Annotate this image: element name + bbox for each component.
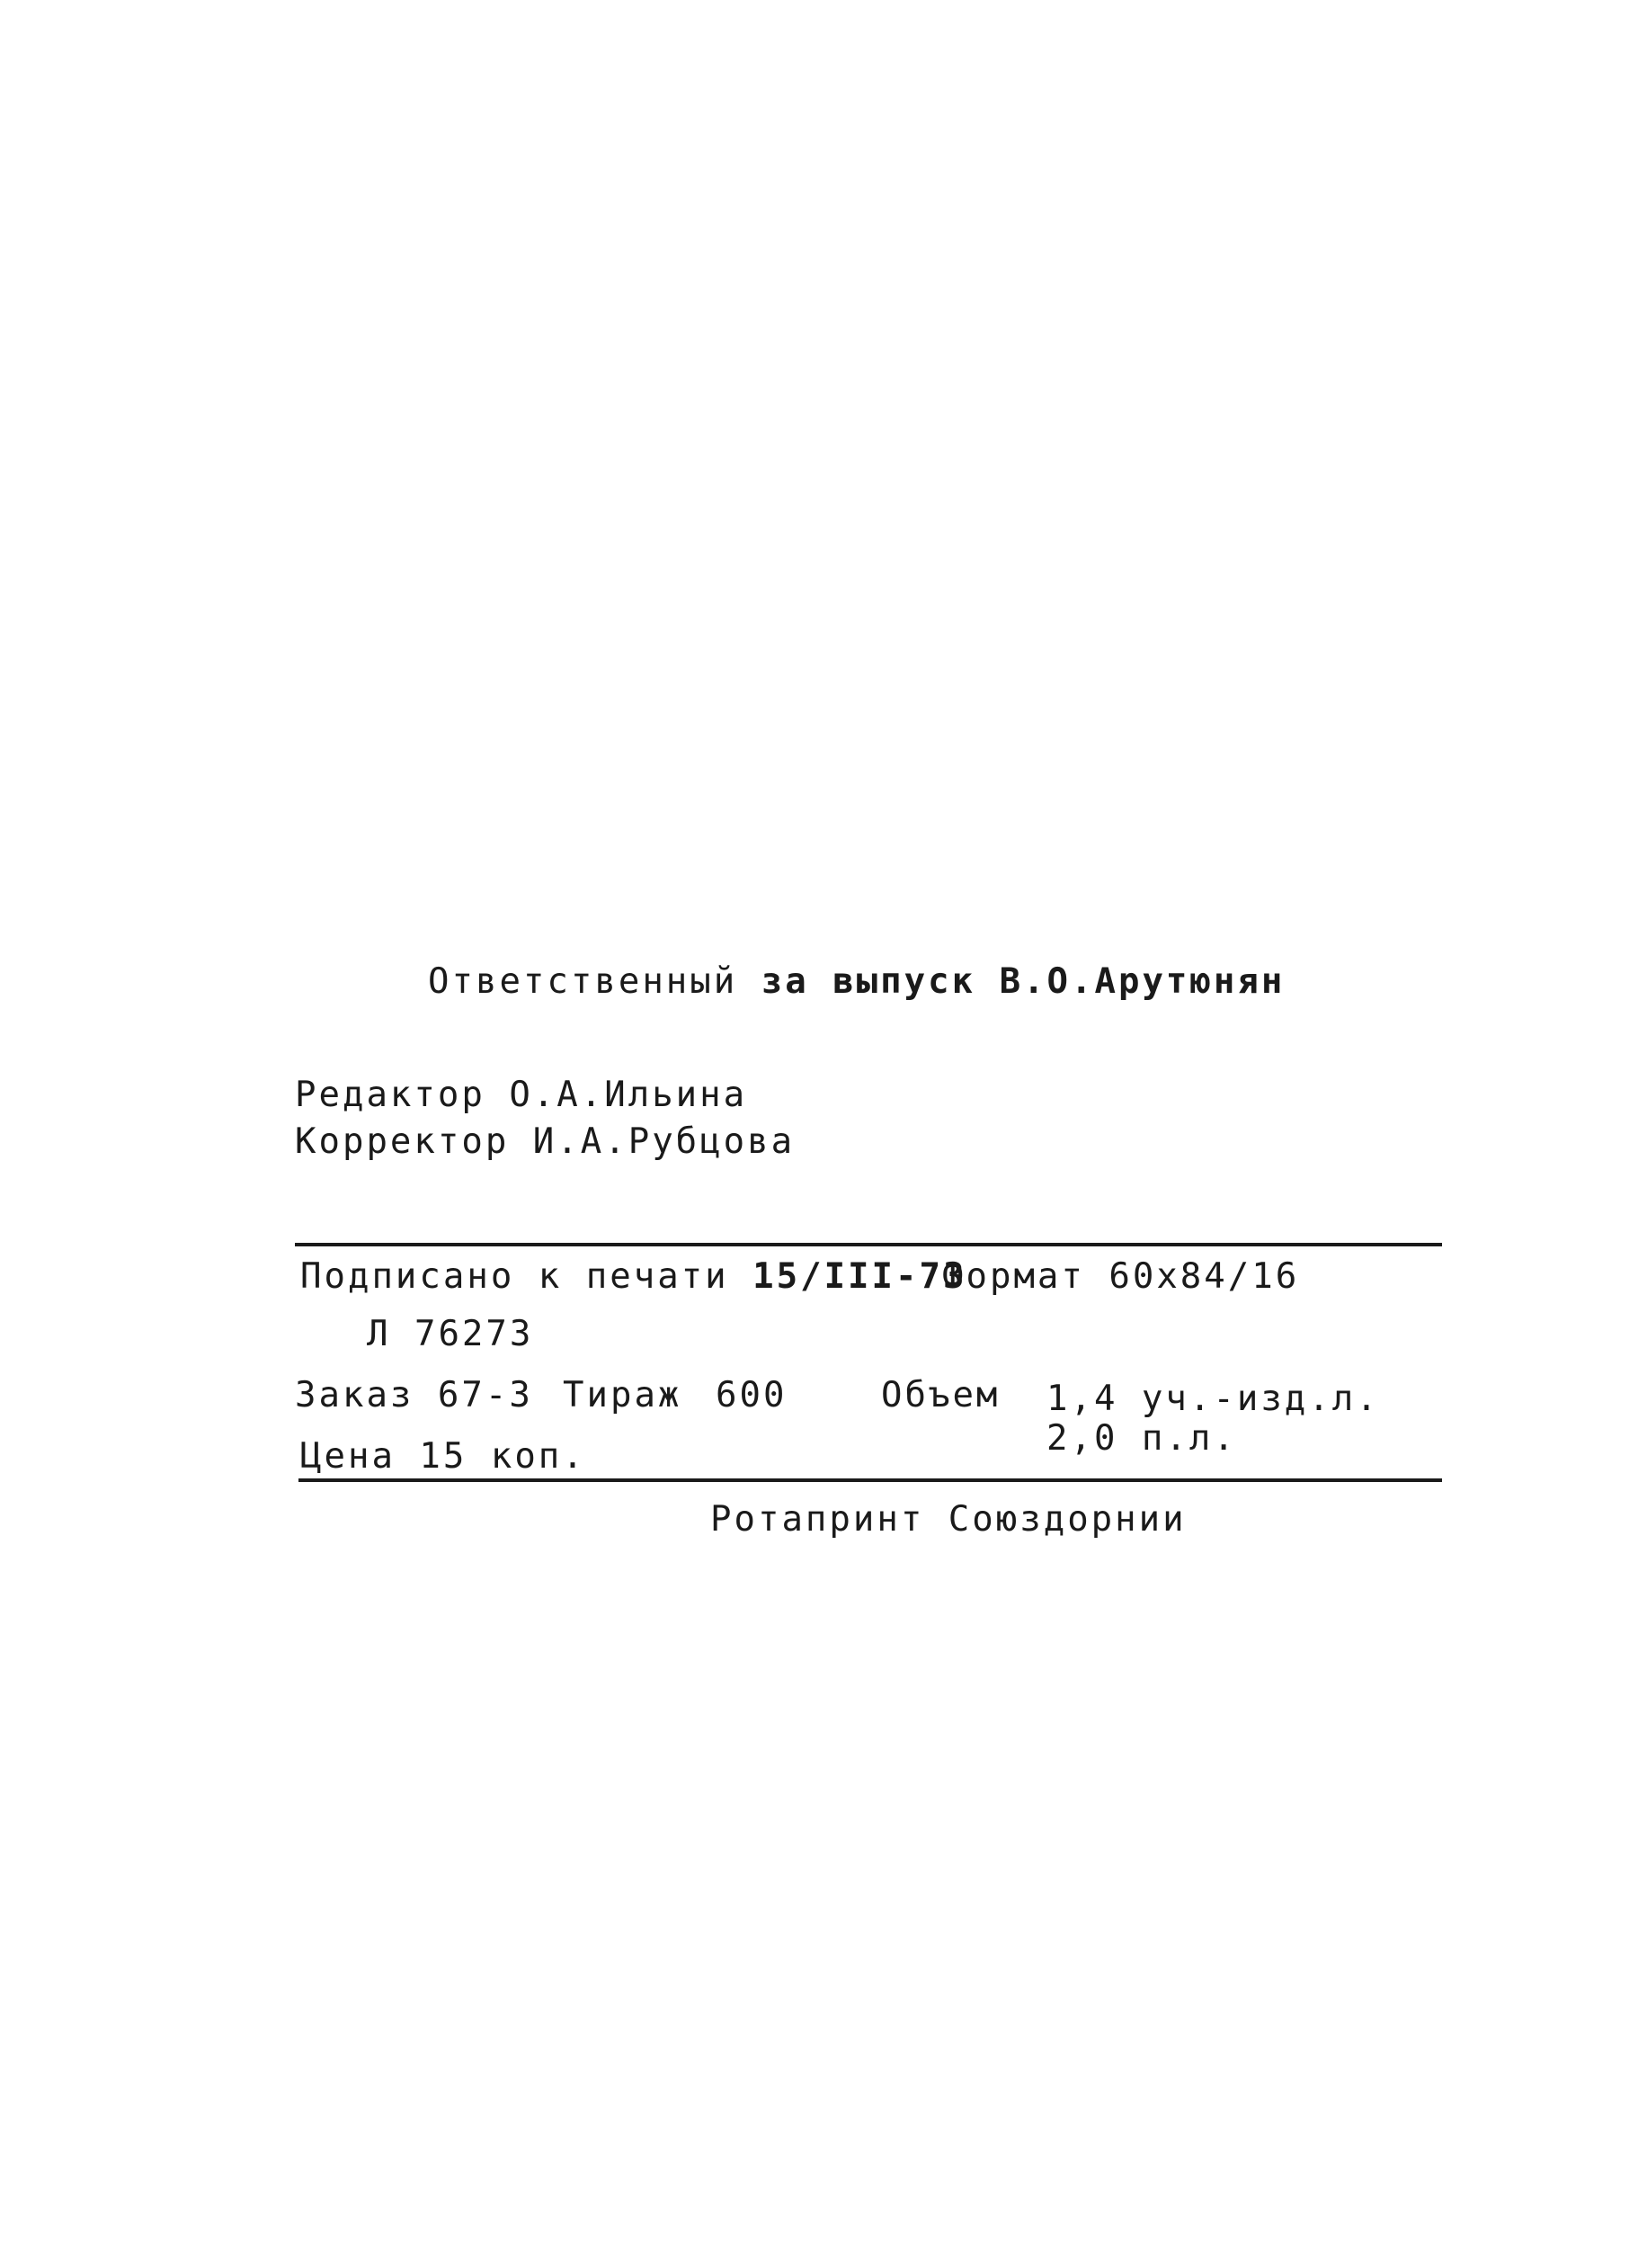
order-line: Заказ 67-3 [295, 1375, 533, 1415]
bottom-rule [298, 1478, 1442, 1482]
volume-print-sheets: 2,0 п.л. [1046, 1418, 1237, 1459]
print-run-label: Тираж [563, 1375, 682, 1415]
signed-line [300, 1256, 967, 1297]
responsible-line [428, 961, 1286, 1002]
printer-line: Ротапринт Союздорнии [710, 1499, 1187, 1540]
volume-edit-sheets: 1,4 уч.-изд.л. [1046, 1379, 1380, 1419]
print-run-value: 600 [716, 1375, 788, 1415]
responsible-mid: за [761, 961, 809, 1002]
signed-label: Подписано к печати [300, 1256, 729, 1297]
volume-label: Объем [881, 1375, 1001, 1415]
signed-date: 15/III-73 [752, 1256, 967, 1297]
responsible-name: В.О.Арутюнян [999, 961, 1286, 1002]
license-line: Л 76273 [367, 1314, 534, 1354]
responsible-label: Ответственный [428, 961, 738, 1002]
format-line: Формат 60x84/16 [942, 1256, 1300, 1297]
corrector-line: Корректор И.А.Рубцова [295, 1121, 796, 1162]
price-line: Цена 15 коп. [300, 1436, 586, 1477]
top-rule [295, 1243, 1442, 1246]
responsible-bold: выпуск [832, 961, 976, 1002]
editor-line: Редактор О.А.Ильина [295, 1075, 748, 1115]
